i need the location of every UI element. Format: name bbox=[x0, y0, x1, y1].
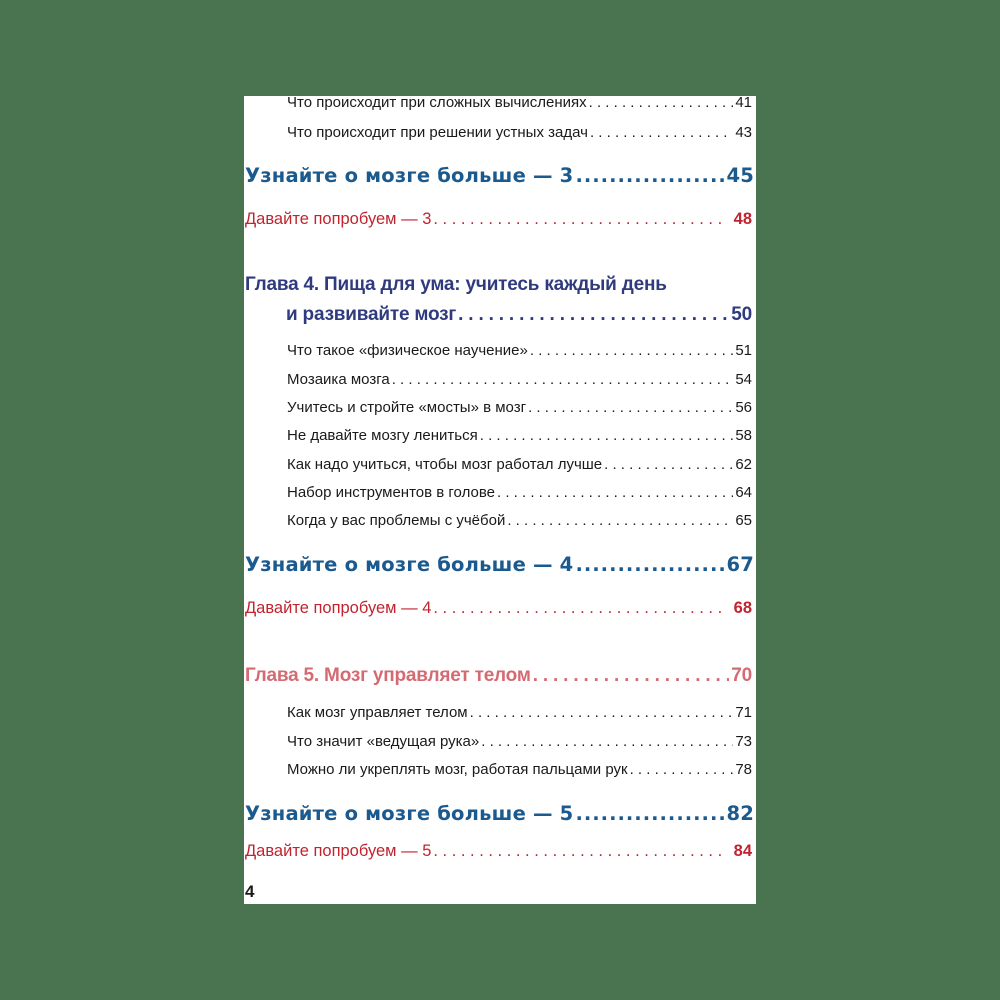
dot-leader bbox=[589, 94, 734, 111]
toc-entry-try-it bbox=[245, 210, 752, 229]
toc-entry-title: Как мозг управляет телом bbox=[287, 704, 468, 721]
toc-entry-title: Узнайте о мозге больше — 4 bbox=[245, 553, 574, 576]
dot-leader bbox=[533, 665, 730, 687]
toc-page-number: 54 bbox=[735, 371, 752, 388]
chapter-4-title-line1: Глава 4. Пища для ума: учитесь каждый день bbox=[245, 274, 667, 295]
toc-page-number: 51 bbox=[735, 342, 752, 359]
toc-page-number: 65 bbox=[735, 512, 752, 529]
dot-leader bbox=[481, 733, 733, 750]
toc-entry-chapter-5 bbox=[245, 665, 752, 687]
toc-entry-title: Давайте попробуем — 4 bbox=[245, 599, 432, 617]
dot-leader bbox=[528, 399, 733, 416]
toc-entry-title: Можно ли укреплять мозг, работая пальцами рук bbox=[287, 761, 628, 778]
toc-page-number: 68 bbox=[733, 599, 752, 617]
dot-leader bbox=[630, 761, 734, 778]
toc-entry-learn-more bbox=[245, 164, 754, 187]
toc-page-number: 58 bbox=[735, 427, 752, 444]
toc-entry-title: Узнайте о мозге больше — 3 bbox=[245, 164, 574, 187]
toc-entry-title: Набор инструментов в голове bbox=[287, 484, 495, 501]
toc-entry-subsection bbox=[287, 342, 752, 359]
dot-leader bbox=[458, 304, 729, 326]
chapter-4-title-line2: и развивайте мозг bbox=[286, 304, 457, 325]
dot-leader bbox=[433, 599, 725, 618]
toc-entry-title: Что происходит при сложных вычислениях bbox=[287, 94, 587, 111]
dot-leader bbox=[530, 342, 733, 359]
dot-leader bbox=[480, 427, 734, 444]
toc-page-number: 70 bbox=[731, 665, 752, 686]
toc-page-number: 43 bbox=[735, 124, 752, 141]
toc-entry-subsection bbox=[287, 761, 752, 778]
toc-entry-subsection bbox=[287, 704, 752, 721]
page-number-folio: 4 bbox=[245, 882, 255, 901]
toc-page-number: 62 bbox=[735, 456, 752, 473]
toc-entry-title: Мозаика мозга bbox=[287, 371, 390, 388]
toc-entry-try-it bbox=[245, 599, 752, 618]
toc-page-number: 71 bbox=[735, 704, 752, 721]
toc-page-number: 82 bbox=[726, 802, 754, 825]
dot-leader bbox=[590, 124, 733, 141]
dot-leader bbox=[575, 164, 724, 187]
toc-entry-title: Не давайте мозгу лениться bbox=[287, 427, 478, 444]
dot-leader bbox=[575, 802, 724, 825]
toc-entry-learn-more bbox=[245, 553, 754, 576]
toc-page-number: 41 bbox=[735, 94, 752, 111]
toc-entry-subsection bbox=[287, 371, 752, 388]
toc-entry-subsection bbox=[287, 512, 752, 529]
toc-page-number: 45 bbox=[726, 164, 754, 187]
toc-entry-try-it bbox=[245, 842, 752, 861]
dot-leader bbox=[392, 371, 734, 388]
toc-entry-subsection bbox=[287, 427, 752, 444]
toc-page-number: 67 bbox=[726, 553, 754, 576]
toc-entry-title: Давайте попробуем — 5 bbox=[245, 842, 432, 860]
toc-entry-title: Что такое «физическое научение» bbox=[287, 342, 528, 359]
toc-entry-title: Узнайте о мозге больше — 5 bbox=[245, 802, 574, 825]
toc-page-number: 48 bbox=[733, 210, 752, 228]
dot-leader bbox=[433, 842, 725, 861]
toc-entry-subsection bbox=[287, 456, 752, 473]
dot-leader bbox=[497, 484, 733, 501]
dot-leader bbox=[507, 512, 733, 529]
toc-entry-title: Когда у вас проблемы с учёбой bbox=[287, 512, 506, 529]
toc-page-number: 84 bbox=[733, 842, 752, 860]
book-page bbox=[244, 96, 756, 904]
toc-entry-title: Давайте попробуем — 3 bbox=[245, 210, 432, 228]
toc-page-number: 50 bbox=[731, 304, 752, 325]
toc-entry-subsection bbox=[287, 94, 752, 111]
toc-entry-subsection bbox=[287, 399, 752, 416]
dot-leader bbox=[575, 553, 724, 576]
toc-entry-title: Что значит «ведущая рука» bbox=[287, 733, 480, 750]
toc-entry-title: Что происходит при решении устных задач bbox=[287, 124, 588, 141]
toc-entry-subsection bbox=[287, 484, 752, 501]
toc-entry-learn-more bbox=[245, 802, 754, 825]
toc-page-number: 78 bbox=[735, 761, 752, 778]
toc-entry-chapter-4 bbox=[286, 304, 752, 326]
toc-entry-title: Как надо учиться, чтобы мозг работал лучше bbox=[287, 456, 603, 473]
toc-page-number: 56 bbox=[735, 399, 752, 416]
dot-leader bbox=[433, 210, 725, 229]
toc-page-number: 64 bbox=[735, 484, 752, 501]
dot-leader bbox=[604, 456, 733, 473]
dot-leader bbox=[470, 704, 734, 721]
toc-entry-subsection bbox=[287, 124, 752, 141]
toc-entry-subsection bbox=[287, 733, 752, 750]
toc-page-number: 73 bbox=[735, 733, 752, 750]
chapter-5-title: Глава 5. Мозг управляет телом bbox=[245, 665, 531, 686]
toc-entry-title: Учитесь и стройте «мосты» в мозг bbox=[287, 399, 527, 416]
